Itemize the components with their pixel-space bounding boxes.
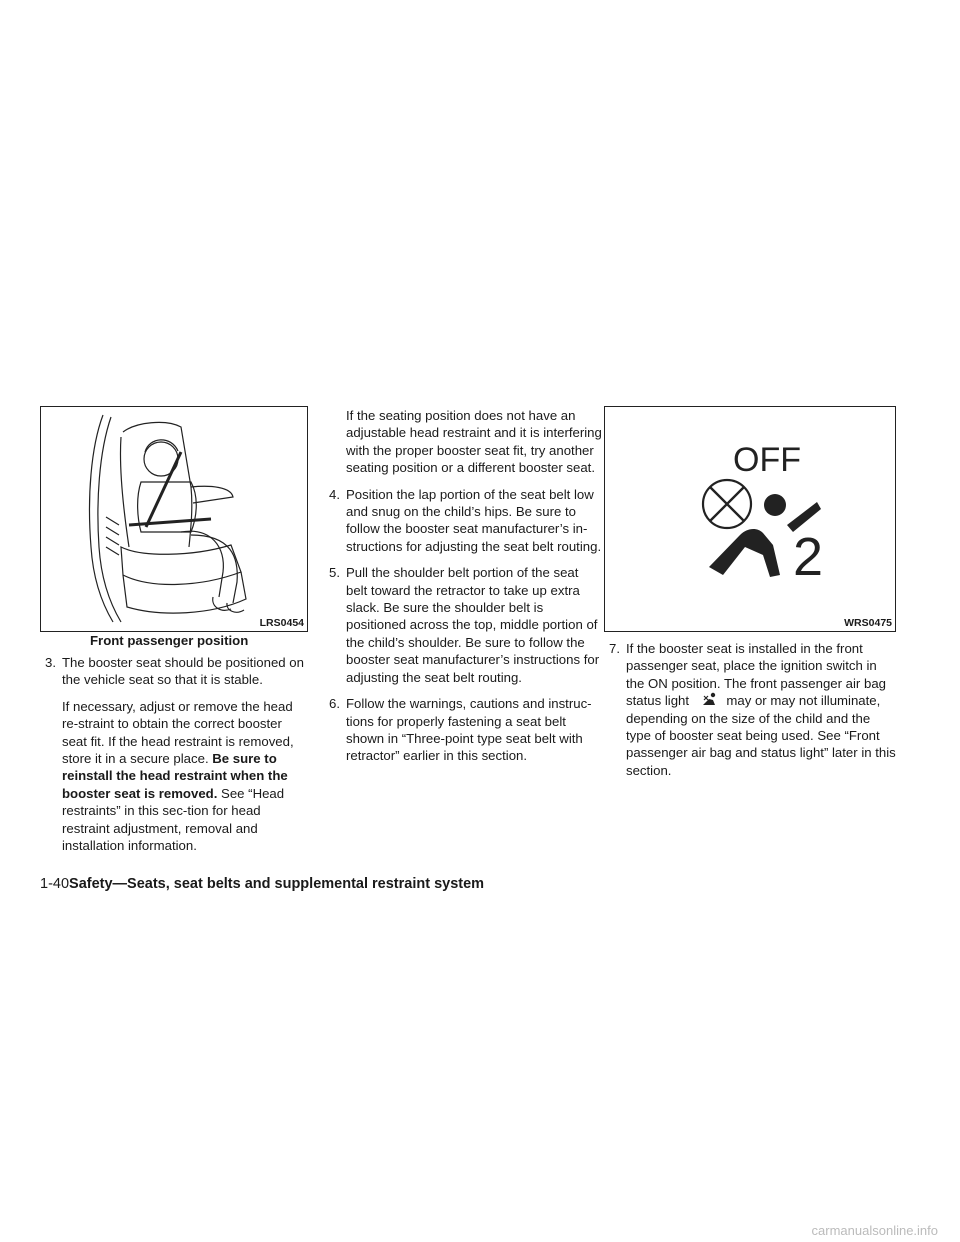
item-number: 4.: [329, 486, 340, 502]
warning-bold-text: Be sure to reinstall the head restraint when the booster seat is removed.: [62, 751, 288, 801]
off-label: OFF: [733, 441, 801, 479]
airbag-off-icon: [605, 407, 894, 629]
figure-airbag-off-indicator: [604, 406, 896, 632]
section-title: Safety—Seats, seat belts and supplemental restraint system: [69, 876, 485, 892]
item-text: The booster seat should be positioned on the vehicle seat so that it is stable.: [62, 655, 304, 688]
item-number: 7.: [609, 641, 620, 656]
item-text-end: may or may not illuminate, depending on the size of the child and the type of booster seat being used. See “Front passenger air bag and status light” later in this section.: [626, 693, 896, 778]
item-number: 3.: [45, 655, 56, 670]
list-item-6: [324, 695, 602, 765]
figure-caption: Front passenger position: [90, 633, 249, 648]
list-item-5: [324, 564, 602, 686]
figure-code: WRS0475: [844, 617, 892, 629]
list-item-3: [40, 654, 308, 689]
list-item-7: [604, 640, 898, 779]
figure-booster-seat: [40, 406, 308, 632]
item-text: Position the lap portion of the seat belt low and snug on the child’s hips. Be sure to follow the booster seat manufacturer’s in-structions for adjusting the seat belt routing.: [346, 486, 602, 554]
paragraph-text: If necessary, adjust or remove the head re-straint to obtain the correct booster seat fit. If the head restraint is removed, store it in a secure place.: [62, 698, 294, 767]
page-number: 1-40: [40, 876, 70, 892]
airbag-status-icon: [693, 692, 723, 706]
item-text: Follow the warnings, cautions and instruc-tions for properly fastening a seat belt shown in “Three-point type seat belt with retractor” earlier in this section.: [346, 696, 592, 764]
item-3-paragraph: [40, 698, 308, 855]
seat-number: 2: [793, 527, 824, 587]
item-text: If the booster seat is installed in the front passenger seat, place the ignition switch in the ON position. The front passenger air bag status light: [626, 641, 886, 709]
watermark: carmanualsonline.info: [811, 1223, 938, 1238]
column-2: [324, 407, 602, 774]
item-text: Pull the shoulder belt portion of the seat belt toward the retractor to take up extra slack. Be sure the shoulder belt is positioned across the top, middle portion of the child’s shoulder. Be sure to follow the booster seat manufacturer’s instructions for adjusting the seat belt routing.: [346, 565, 600, 685]
booster-seat-illustration: [41, 407, 306, 629]
paragraph-text: See “Head restraints” in this sec-tion for head restraint adjustment, removal and installation information.: [62, 785, 285, 854]
page-footer: [40, 876, 484, 892]
item-number: 6.: [329, 696, 340, 712]
list-item-4: [324, 486, 602, 556]
figure-code: LRS0454: [259, 617, 304, 629]
column-3: [604, 640, 898, 788]
column-1: [40, 654, 308, 863]
item-3-continued: If the seating position does not have an adjustable head restraint and it is interfering with the proper booster seat fit, try another seating position or a different booster seat.: [346, 408, 602, 476]
item-number: 5.: [329, 565, 340, 581]
